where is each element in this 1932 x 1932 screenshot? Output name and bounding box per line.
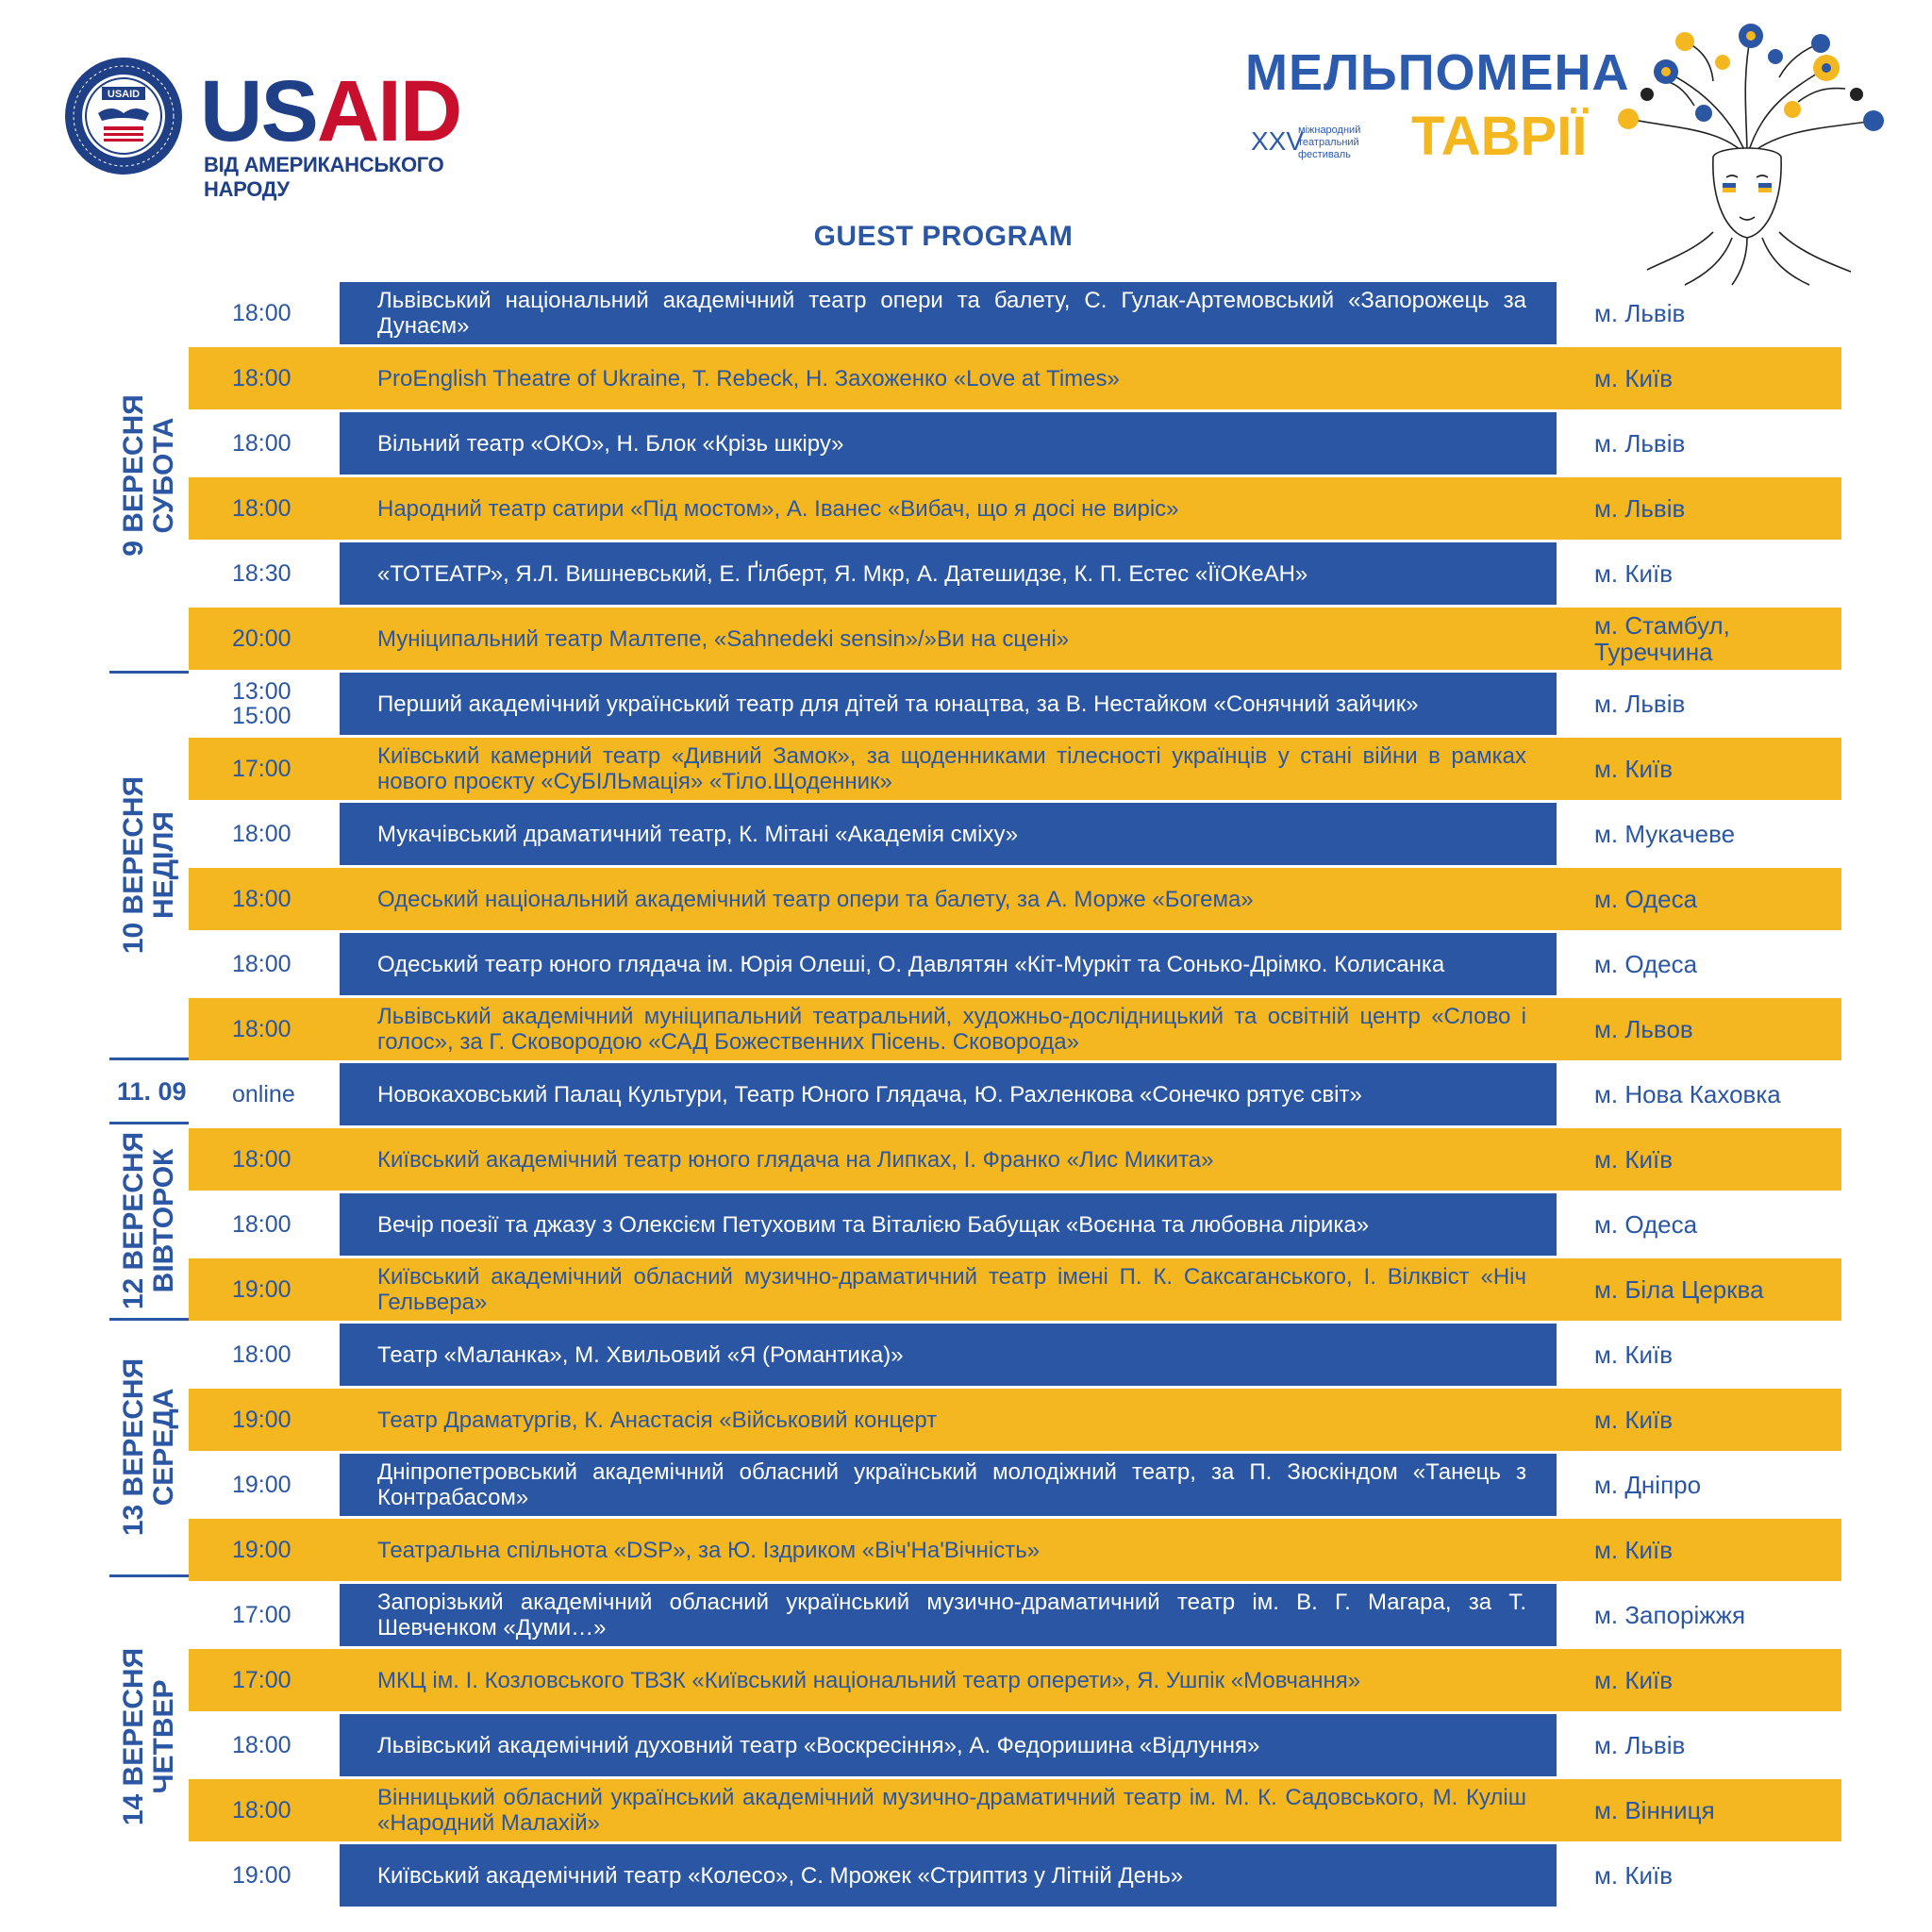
- day-label-sept-14: 14 ВЕРЕСНЯ ЧЕТВЕР: [118, 1647, 180, 1826]
- event-city: м. Київ: [1594, 1145, 1674, 1174]
- event-description: Київський камерний театр «Дивний Замок», за щоденниками тілесності українців у стані війни в рамках нового проєкту «СуБІЛЬмація» «Тіло.Щоденник»: [377, 743, 1526, 794]
- event-city: м. Київ: [1594, 755, 1674, 783]
- event-time: 18:00: [232, 886, 291, 912]
- event-time: 18:00: [232, 821, 291, 847]
- festival-artwork-illustration: [1591, 15, 1904, 289]
- event-time: 18:00: [232, 1797, 291, 1824]
- event-description: Київський академічний обласний музично-драматичний театр імені П. К. Саксаганського, І. Вілквіст «Ніч Гельвера»: [377, 1264, 1526, 1315]
- day-label-sept-12: 12 ВЕРЕСНЯ ВІВТОРОК: [118, 1131, 180, 1310]
- event-time: 18:00: [232, 495, 291, 522]
- event-city: м. Львів: [1594, 1731, 1686, 1759]
- usaid-tagline: ВІД АМЕРИКАНСЬКОГО НАРОДУ: [204, 153, 444, 201]
- event-description: Народний театр сатири «Під мостом», А. Іванес «Вибач, що я досі не виріс»: [377, 495, 1179, 522]
- event-city: м. Вінниця: [1594, 1796, 1715, 1824]
- festival-subtitle: міжнародний театральний фестиваль: [1298, 125, 1361, 160]
- event-city: м. Київ: [1594, 559, 1674, 588]
- event-description: «ТОТЕАТР», Я.Л. Вишневський, Е. Ґілберт, Я. Мкр, А. Датешидзе, К. П. Естес «ЇїОКеАН»: [377, 560, 1308, 587]
- event-time: online: [232, 1081, 295, 1108]
- event-description: Одеський театр юного глядача ім. Юрія Олеші, О. Давлятян «Кіт-Муркіт та Сонько-Дрімко. Колисанка: [377, 951, 1445, 977]
- event-description: МКЦ ім. І. Козловського ТВЗК «Київський національний театр оперети», Я. Ушпік «Мовчання»: [377, 1667, 1361, 1693]
- event-description: Львівський національний академічний театр опери та балету, С. Гулак-Артемовський «Запорожець за Дунаєм»: [377, 288, 1526, 339]
- event-description: Київський академічний театр «Колесо», С. Мрожек «Стриптиз у Літній День»: [377, 1862, 1184, 1889]
- event-city: м. Одеса: [1594, 885, 1698, 913]
- event-description: Львівський академічний муніципальний театральний, художньо-дослідницький та освітній центр «Слово і голос», за Г. Сковородою «САД Божественних Пісень. Сковорода»: [377, 1004, 1526, 1055]
- event-time: 19:00: [232, 1862, 291, 1889]
- day-label-sept-10: 10 ВЕРЕСНЯ НЕДІЛЯ: [118, 775, 180, 955]
- event-time: 17:00: [232, 1667, 291, 1693]
- event-description: Мукачівський драматичний театр, К. Мітані «Академія сміху»: [377, 821, 1019, 847]
- event-city: м. Львів: [1594, 299, 1686, 327]
- event-time: 18:00: [232, 1341, 291, 1368]
- event-city: м. Київ: [1594, 1666, 1674, 1694]
- event-description: Львівський академічний духовний театр «Воскресіння», А. Федоришина «Відлуння»: [377, 1732, 1260, 1758]
- event-description: Театр «Маланка», М. Хвильовий «Я (Романтика)»: [377, 1341, 904, 1368]
- event-city: м. Львів: [1594, 494, 1686, 523]
- event-description: ProEnglish Theatre of Ukraine, T. Rebeck, Н. Захоженко «Love at Times»: [377, 365, 1120, 391]
- event-time: 19:00: [232, 1472, 291, 1498]
- festival-number: XXV: [1251, 126, 1305, 156]
- event-time: 18:00: [232, 1146, 291, 1173]
- event-time: 19:00: [232, 1407, 291, 1433]
- event-description: Вінницький обласний український академічний музично-драматичний театр ім. М. К. Садовського, М. Куліш «Народний Малахій»: [377, 1785, 1526, 1836]
- day-divider: [109, 1058, 189, 1060]
- festival-name: МЕЛЬПОМЕНА: [1245, 44, 1630, 101]
- page-title: GUEST PROGRAM: [813, 221, 1074, 252]
- event-city: м. Стамбул, Туреччина: [1594, 611, 1730, 666]
- event-description: Перший академічний український театр для дітей та юнацтва, за В. Нестайком «Сонячний зайчик»: [377, 691, 1419, 717]
- event-description: Вільний театр «ОКО», Н. Блок «Крізь шкіру»: [377, 430, 844, 457]
- event-city: м. Львів: [1594, 690, 1686, 718]
- event-time: 18:00: [232, 951, 291, 977]
- festival-logo: [1245, 44, 1630, 170]
- event-time: 18:00: [232, 1016, 291, 1042]
- event-time: 18:00: [232, 1732, 291, 1758]
- usaid-seal-icon: [62, 55, 185, 177]
- event-description: Театральна спільнота «DSP», за Ю. Іздриком «Віч'На'Вічність»: [377, 1537, 1041, 1563]
- usaid-logo: [62, 55, 506, 201]
- event-description: Вечір поезії та джазу з Олексієм Петуховим та Віталією Бабущак «Воєнна та любовна лірика»: [377, 1211, 1370, 1238]
- event-city: м. Одеса: [1594, 1210, 1698, 1239]
- event-city: м. Дніпро: [1594, 1471, 1702, 1499]
- event-city: м. Мукачеве: [1594, 820, 1736, 848]
- event-description: Дніпропетровський академічний обласний український молодіжний театр, за П. Зюскіндом «Танець з Контрабасом»: [377, 1459, 1526, 1510]
- event-time: 13:00 15:00: [232, 678, 291, 729]
- event-city: м. Київ: [1594, 1861, 1674, 1890]
- event-description: Театр Драматургів, К. Анастасія «Військовий концерт: [377, 1407, 938, 1433]
- event-time: 18:00: [232, 300, 291, 326]
- svg-text:USAID: USAID: [107, 89, 141, 100]
- event-city: м. Київ: [1594, 1341, 1674, 1369]
- event-description: Муніципальний театр Малтепе, «Sahnedeki sensin»/»Ви на сцені»: [377, 625, 1070, 652]
- event-time: 19:00: [232, 1537, 291, 1563]
- event-city: м. Львів: [1594, 429, 1686, 458]
- event-time: 17:00: [232, 1602, 291, 1628]
- day-label-sept-13: 13 ВЕРЕСНЯ СЕРЕДА: [118, 1357, 180, 1537]
- event-city: м. Київ: [1594, 364, 1674, 392]
- event-description: Київський академічний театр юного глядача на Липках, І. Франко «Лис Микита»: [377, 1146, 1214, 1173]
- event-time: 18:30: [232, 560, 291, 587]
- event-time: 18:00: [232, 430, 291, 457]
- festival-city: ТАВРІЇ: [1411, 106, 1588, 167]
- event-city: м. Біла Церква: [1594, 1275, 1764, 1304]
- event-description: Запорізький академічний обласний український музично-драматичний театр ім. В. Г. Магара, за Т. Шевченком «Думи…»: [377, 1590, 1526, 1641]
- event-city: м. Київ: [1594, 1536, 1674, 1564]
- usaid-wordmark: USAID: [200, 63, 461, 159]
- event-time: 18:00: [232, 365, 291, 391]
- day-label-sept-11: 11. 09: [117, 1077, 187, 1106]
- event-description: Новокаховський Палац Культури, Театр Юного Глядача, Ю. Рахленкова «Сонечко рятує світ»: [377, 1081, 1362, 1108]
- event-time: 20:00: [232, 625, 291, 652]
- event-city: м. Запоріжжя: [1594, 1601, 1746, 1629]
- event-time: 17:00: [232, 756, 291, 782]
- event-time: 19:00: [232, 1276, 291, 1303]
- event-city: м. Львов: [1594, 1015, 1693, 1043]
- event-city: м. Нова Каховка: [1594, 1080, 1781, 1108]
- event-city: м. Київ: [1594, 1406, 1674, 1434]
- day-label-sept-9: 9 ВЕРЕСНЯ СУБОТА: [118, 394, 180, 557]
- event-city: м. Одеса: [1594, 950, 1698, 978]
- event-description: Одеський національний академічний театр опери та балету, за А. Морже «Богема»: [377, 886, 1254, 912]
- event-time: 18:00: [232, 1211, 291, 1238]
